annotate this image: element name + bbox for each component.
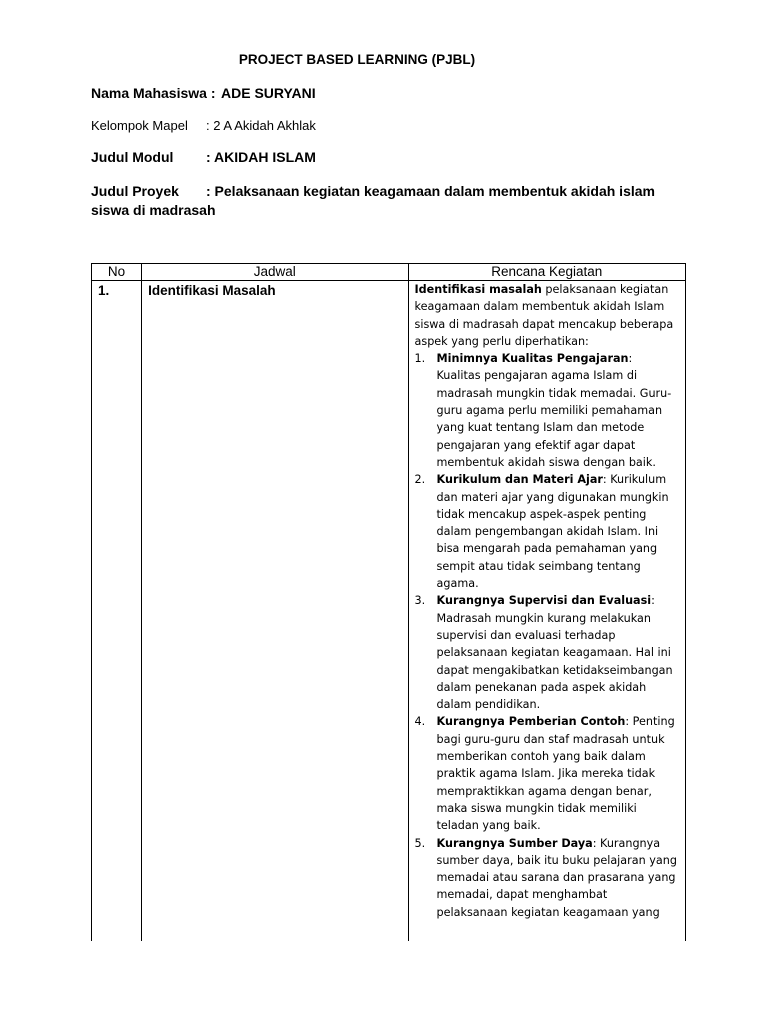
field-judul-modul: [91, 149, 316, 165]
item-title: Kurangnya Pemberian Contoh: [436, 715, 626, 729]
field-label: Kelompok Mapel: [91, 118, 188, 133]
list-item: [415, 592, 679, 713]
item-text: : Kualitas pengajaran agama Islam di madrasah mungkin tidak memadai. Guru-guru agama perlu memiliki pemahaman yang kuat tentang Islam dan metode pengajaran yang efektif agar dapat membentuk akidah siswa dengan baik.: [436, 352, 672, 469]
field-value: ADE SURYANI: [221, 85, 316, 101]
field-value: : 2 A Akidah Akhlak: [206, 118, 316, 133]
field-kelompok-mapel: [91, 118, 316, 133]
list-item: [415, 713, 679, 834]
activity-table: [91, 263, 686, 941]
item-text: : Madrasah mungkin kurang melakukan supervisi dan evaluasi terhadap pelaksanaan kegiatan keagamaan. Hal ini dapat mengakibatkan ketidakseimbangan dalam penekanan pada aspek akidah dalam pendidikan.: [436, 594, 673, 712]
field-label: Nama Mahasiswa :: [91, 85, 216, 101]
item-title: Minimnya Kualitas Pengajaran: [436, 352, 629, 366]
field-judul-proyek: [91, 182, 681, 220]
table-header-row: [92, 264, 686, 281]
item-number: 3.: [414, 594, 426, 608]
item-number: 4.: [414, 715, 426, 729]
field-value: : Pelaksanaan kegiatan keagamaan dalam membentuk akidah islam siswa di madrasah: [91, 183, 655, 218]
problem-list: [415, 350, 679, 921]
header-jadwal: Jadwal: [142, 264, 408, 281]
item-text: : Penting bagi guru-guru dan staf madrasah untuk memberikan contoh yang baik dalam praktik agama Islam. Jika mereka tidak mempraktikkan agama dengan benar, maka siswa mungkin tidak memiliki teladan yang baik.: [436, 715, 675, 833]
cell-jadwal: Identifikasi Masalah: [142, 281, 408, 942]
item-title: Kurangnya Sumber Daya: [436, 836, 593, 850]
document-title: PROJECT BASED LEARNING (PJBL): [238, 52, 476, 67]
header-rencana-kegiatan: Rencana Kegiatan: [408, 264, 685, 281]
field-value: : AKIDAH ISLAM: [206, 149, 316, 165]
field-label: Judul Proyek: [91, 183, 179, 199]
field-label: Judul Modul: [91, 149, 174, 165]
item-number: 1.: [414, 352, 426, 366]
field-nama-mahasiswa: [91, 85, 316, 101]
cell-no: 1.: [92, 281, 142, 942]
header-no: No: [92, 264, 142, 281]
item-title: Kurikulum dan Materi Ajar: [436, 473, 603, 487]
cell-rencana-kegiatan: [408, 281, 685, 942]
item-text: : Kurikulum dan materi ajar yang digunakan mungkin tidak mencakup aspek-aspek penting dalam pengembangan akidah Islam. Ini bisa mengarah pada pemahaman yang sempit atau tidak seimbang tentang agama.: [436, 473, 669, 591]
table-row: [92, 281, 686, 942]
intro-paragraph: [415, 281, 679, 350]
item-title: Kurangnya Supervisi dan Evaluasi: [436, 594, 652, 608]
item-number: 5.: [414, 836, 426, 850]
item-number: 2.: [414, 473, 426, 487]
list-item: [415, 350, 679, 471]
list-item: [415, 471, 679, 592]
intro-text: pelaksanaan kegiatan keagamaan dalam membentuk akidah Islam siswa di madrasah dapat mencakup beberapa aspek yang perlu diperhatikan:: [414, 283, 674, 348]
list-item: [415, 835, 679, 921]
item-text: : Kurangnya sumber daya, baik itu buku pelajaran yang memadai atau sarana dan prasarana yang memadai, dapat menghambat pelaksanaan kegiatan keagamaan yang: [436, 836, 677, 919]
intro-bold: Identifikasi masalah: [414, 283, 542, 296]
